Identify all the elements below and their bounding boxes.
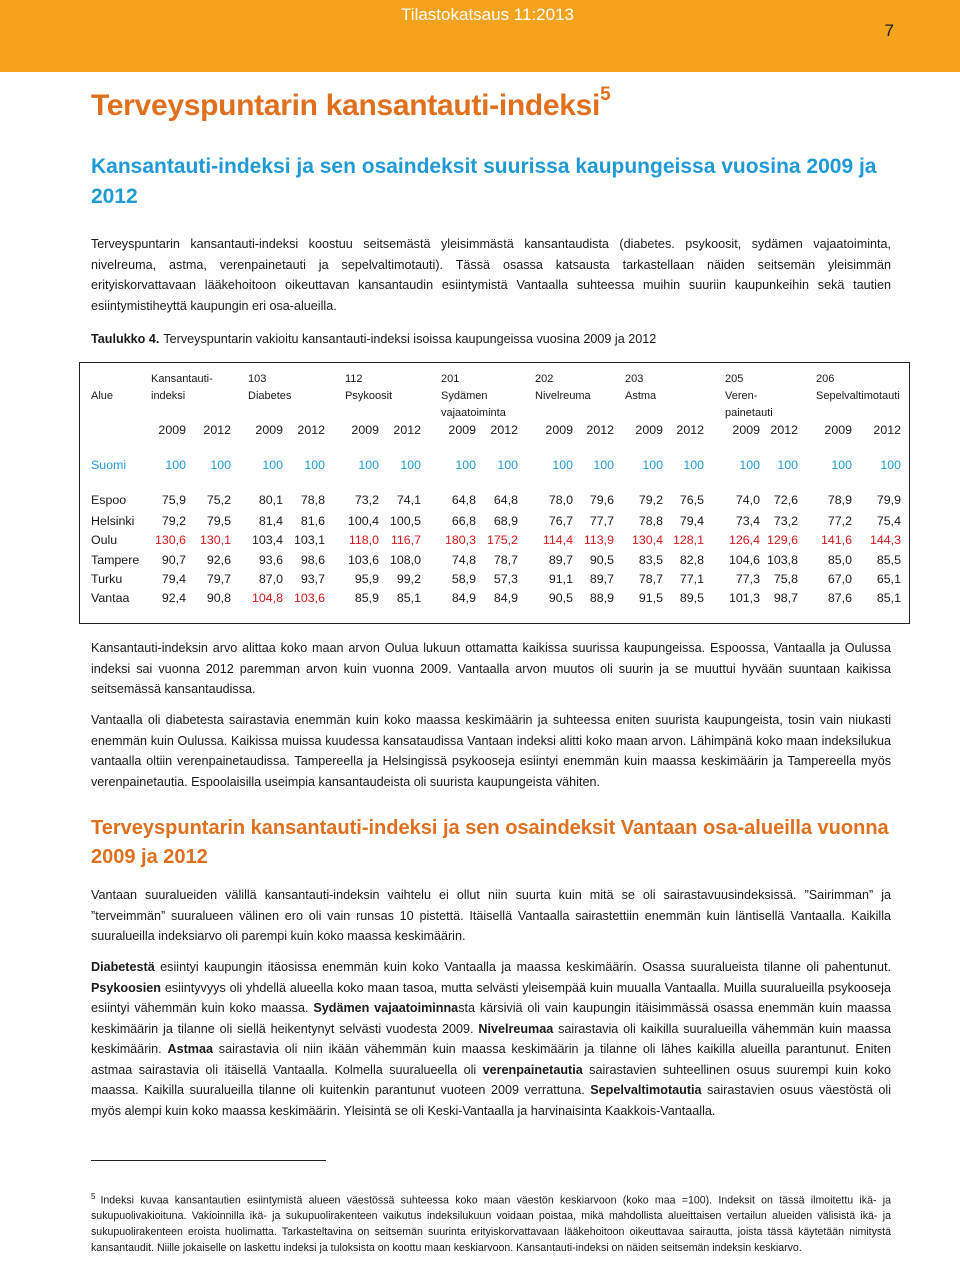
- table-cell-value: 81,6: [300, 514, 325, 528]
- table-header-year-2009: 2009: [158, 423, 186, 437]
- table-cell-value: 100: [593, 458, 614, 472]
- table-cell-value: 85,1: [396, 591, 421, 605]
- table-header-name: Astma: [625, 390, 657, 402]
- table-cell-value: 79,5: [206, 514, 231, 528]
- main-heading-text: Terveyspuntarin kansantauti-indeksi: [91, 89, 601, 122]
- table-header-name: Sepelvaltimotauti: [816, 390, 900, 402]
- table-cell-value: 89,7: [589, 572, 614, 586]
- table-cell-value: 100: [683, 458, 704, 472]
- table-cell-value: 103,1: [293, 533, 325, 547]
- table-cell-value: 126,4: [728, 533, 760, 547]
- table-header-year-2009: 2009: [545, 423, 573, 437]
- table-header-year-2012: 2012: [490, 423, 518, 437]
- table-cell-value: 95,9: [354, 572, 379, 586]
- table-header-year-2012: 2012: [873, 423, 901, 437]
- table-header-year-2012: 2012: [586, 423, 614, 437]
- table-header-code: Kansantauti-: [151, 373, 213, 385]
- table-cell-value: 80,1: [258, 493, 283, 507]
- table-cell-value: 76,5: [679, 493, 704, 507]
- table-cell-value: 90,8: [206, 591, 231, 605]
- table-cell-value: 91,1: [548, 572, 573, 586]
- table-cell-value: 93,6: [258, 553, 283, 567]
- term-hypertension: verenpainetautia: [482, 1062, 583, 1077]
- table-cell-value: 74,0: [735, 493, 760, 507]
- table-cell-value: 68,9: [493, 514, 518, 528]
- table-cell-value: 85,1: [876, 591, 901, 605]
- table-header-year-2009: 2009: [448, 423, 476, 437]
- table-row-label: Tampere: [91, 553, 140, 567]
- table-cell-value: 77,3: [735, 572, 760, 586]
- table-cell-value: 75,9: [161, 493, 186, 507]
- table-cell-value: 108,0: [389, 553, 421, 567]
- footnote-separator: [91, 1160, 326, 1161]
- intro-paragraph: Terveyspuntarin kansantauti-indeksi koostuu seitsemästä yleisimmästä kansantaudista (diabetes. psykoosit, sydämen vajaatoiminta, nivelreuma, astma, verenpainetauti ja sepelvaltimotauti). Tässä osassa katsausta tarkastellaan näiden seitsemän yleisimmän erityiskorvattavaan lääkehoitoon oikeuttavan kansantaudin esiintymistä Vantaalla suhteessa muihin suuriin kaupunkeihin sekä tautien esiintymistiheyttä kaupungin eri osa-alueilla.: [91, 237, 891, 313]
- table-cell-value: 81,4: [258, 514, 283, 528]
- table-cell-value: 87,6: [827, 591, 852, 605]
- paragraph-city-comparison: Kansantauti-indeksin arvo alittaa koko maan arvon Oulua lukuun ottamatta kaikissa suurissa kaupungeissa. Espoossa, Vantaalla ja Oulussa indeksi sai vuonna 2012 paremman arvon kuin vuonna 2009. Vantaalla arvon muutos oli suurin ja se muuttui hyvään suuntaan kaikissa seitsemässä kansantaudissa.: [91, 641, 891, 696]
- table-cell-value: 75,4: [876, 514, 901, 528]
- table-cell-value: 76,7: [548, 514, 573, 528]
- term-diabetes: Diabetestä: [91, 960, 155, 974]
- table-header-year-2009: 2009: [824, 423, 852, 437]
- table-row-label: Oulu: [91, 533, 118, 547]
- text-hypertension: sairastavien suhteellinen osuus suurempi kuin koko maassa. Kaikilla suuralueilla tilanne oli kuitenkin parantunut vuoteen 2009 verrattuna.: [91, 1062, 891, 1097]
- table-cell-value: 104,6: [728, 553, 760, 567]
- table-cell-value: 103,8: [766, 553, 798, 567]
- table-cell-value: 78,9: [827, 493, 852, 507]
- main-heading: [91, 84, 611, 123]
- table-cell-value: 67,0: [827, 572, 852, 586]
- table-header-year-2012: 2012: [770, 423, 798, 437]
- table-cell-value: 78,7: [493, 553, 518, 567]
- table-cell-value: 73,2: [354, 493, 379, 507]
- table-cell-value: 72,6: [773, 493, 798, 507]
- table-caption: [91, 332, 656, 346]
- table-header-name: Diabetes: [248, 390, 292, 402]
- table-row-label: Vantaa: [91, 591, 130, 605]
- table-cell-value: 78,8: [638, 514, 663, 528]
- table-cell-value: 73,4: [735, 514, 760, 528]
- table-cell-value: 84,9: [451, 591, 476, 605]
- table-row-label: Helsinki: [91, 514, 135, 528]
- table-cell-value: 64,8: [493, 493, 518, 507]
- text-diabetes: esiintyi kaupungin itäosissa enemmän kuin koko Vantaalla ja maassa keskimäärin. Osassa suuralueista tilanne oli pahentunut.: [154, 960, 891, 974]
- table-cell-value: 100: [400, 458, 421, 472]
- table-cell-value: 116,7: [390, 533, 421, 547]
- table-cell-value: 100: [642, 458, 663, 472]
- table-header-name: Veren-: [725, 390, 758, 402]
- table-cell-value: 99,2: [396, 572, 421, 586]
- table-header-code: 206: [816, 373, 835, 385]
- header-bar: [0, 0, 960, 72]
- table-cell-value: 91,5: [638, 591, 663, 605]
- table-cell-value: 83,5: [638, 553, 663, 567]
- table-cell-value: 100,5: [389, 514, 421, 528]
- table-header-name-cont: vajaatoiminta: [441, 407, 506, 419]
- table-cell-value: 75,2: [206, 493, 231, 507]
- table-row-label: Turku: [91, 572, 123, 586]
- table-header-name-cont: painetauti: [725, 407, 773, 419]
- table-cell-value: 103,6: [347, 553, 379, 567]
- table-header-year-2012: 2012: [676, 423, 704, 437]
- table-cell-value: 130,4: [631, 533, 663, 547]
- text-coronary-disease: sairastavien osuus väestöstä oli myös alempi kuin koko maassa keskimäärin. Yleisintä se oli Keski-Vantaalla ja harvinaisinta Kaakkois-Vantaalla.: [91, 1083, 891, 1118]
- footnote-number: 5: [91, 1192, 96, 1201]
- table-cell-value: 103,4: [251, 533, 283, 547]
- table-header-year-2009: 2009: [732, 423, 760, 437]
- table-cell-value: 82,8: [679, 553, 704, 567]
- table-header-name: Sydämen: [441, 390, 488, 402]
- table-cell-value: 141,6: [820, 533, 852, 547]
- table-cell-value: 75,8: [773, 572, 798, 586]
- table-cell-value: 100: [262, 458, 283, 472]
- table-cell-value: 87,0: [258, 572, 283, 586]
- table-cell-value: 103,6: [293, 591, 325, 605]
- footnote-text: Indeksi kuvaa kansantautien esiintymistä alueen väestössä suhteessa koko maan väestön keskiarvoon (koko maa =100). Indeksit on tässä ilmoitettu ikä- ja sukupuolivakioituna. Vakioinnilla ikä- ja sukupuolirakenteen vaikutus indeksilukuun voidaan poistaa, mikä mahdollista alueittaisen vertailun alueiden välisistä ikä- ja sukupuolirakenteen eroista huolimatta. Tarkasteltavina on seitsemän suurinta erityiskorvattavaan lääkehoitoon oikeuttavaa sairautta, joista tässä käytetään nimitystä kansantaudit. Niille jokaiselle on laskettu indeksi ja tuloksista on koottu maan keskiarvoon. Kansantauti-indeksi on näiden seitsemän indeksin keskiarvo.: [91, 1194, 891, 1254]
- table-header-name: indeksi: [151, 390, 186, 402]
- text-rheumatoid-arthritis: sairastavia oli kaikilla suuralueilla vähemmän kuin maassa keskimäärin.: [91, 1021, 891, 1056]
- table-header-name: Psykoosit: [345, 390, 393, 402]
- table-cell-value: 89,7: [548, 553, 573, 567]
- table-cell-value: 88,9: [589, 591, 614, 605]
- table-cell-value: 90,5: [548, 591, 573, 605]
- table-caption-label: Taulukko 4.: [91, 332, 160, 346]
- table-cell-value: 79,4: [679, 514, 704, 528]
- table-cell-value: 90,7: [161, 553, 186, 567]
- table-header-code: 205: [725, 373, 744, 385]
- table-cell-value: 66,8: [451, 514, 476, 528]
- term-coronary-disease: Sepelvaltimotautia: [590, 1083, 702, 1097]
- publication-title: Tilastokatsaus 11:2013: [401, 5, 574, 24]
- table-cell-value: 100: [358, 458, 379, 472]
- paragraph-area-variation: Vantaan suuralueiden välillä kansantauti-indeksin vaihtelu ei ollut niin suurta kuin mitä se oli sairastavuusindeksissä. ”Sairimman” ja ”terveimmän” suuralueen välinen ero oli vain runsas 10 pistettä. Itäisellä Vantaalla sairastettiin enemmän kuin läntisellä Vantaalla. Kaikilla suuralueilla indeksiarvo oli parempi kuin koko maassa keskimäärin.: [91, 888, 891, 943]
- table-cell-value: 92,4: [161, 591, 186, 605]
- table-header-code: 103: [248, 373, 267, 385]
- table-cell-value: 79,2: [161, 514, 186, 528]
- table-cell-value: 130,6: [154, 533, 186, 547]
- table-cell-value: 129,6: [766, 533, 798, 547]
- table-header-year-2012: 2012: [393, 423, 421, 437]
- table-cell-value: 98,7: [773, 591, 798, 605]
- table-cell-value: 92,6: [206, 553, 231, 567]
- table-header-area: Alue: [91, 390, 114, 402]
- paragraph-vantaa-diseases: Vantaalla oli diabetesta sairastavia enemmän kuin koko maassa keskimäärin ja suhteessa eniten suurista kaupungeista, tosin vain niukasti enemmän kuin Oulussa. Kaikissa muissa kuudessa kansataudissa Vantaan indeksi alitti koko maan arvon. Lähimpänä koko maan indeksilukua vantaalla oltiin verenpainetaudissa. Tampereella ja Helsingissä psykooseja esiintyi enemmän kuin maassa keskimäärin ja Tampereella myös verenpainetautia. Espoolaisilla useimpia kansantaudeista oli suurista kaupungeista vähiten.: [91, 713, 891, 789]
- table-cell-value: 101,3: [728, 591, 760, 605]
- table-cell-value: 64,8: [451, 493, 476, 507]
- table-header-code: 203: [625, 373, 644, 385]
- table-cell-value: 100: [165, 458, 186, 472]
- table-cell-value: 93,7: [300, 572, 325, 586]
- section-heading-vantaa-areas: Terveyspuntarin kansantauti-indeksi ja sen osaindeksit Vantaan osa-alueilla vuonna 2009 ja 2012: [91, 817, 889, 868]
- table-cell-value: 74,8: [451, 553, 476, 567]
- table-cell-value: 100,4: [347, 514, 379, 528]
- table-cell-value: 79,7: [206, 572, 231, 586]
- table-header-year-2012: 2012: [203, 423, 231, 437]
- table-cell-value: 100: [304, 458, 325, 472]
- text-psychoses: esiintyvyys oli yhdellä alueella koko maan tasoa, mutta selvästi yleisempää kuin muualla Vantaalla. Muilla suuralueilla psykooseja esiintyi vähemmän kuin koko maassa.: [91, 980, 891, 1015]
- table-cell-value: 84,9: [493, 591, 518, 605]
- table-cell-value: 175,2: [486, 533, 518, 547]
- footnote: [91, 1189, 891, 1257]
- table-cell-value: 79,9: [876, 493, 901, 507]
- table-cell-value: 104,8: [251, 591, 283, 605]
- table-caption-text: Terveyspuntarin vakioitu kansantauti-indeksi isoissa kaupungeissa vuosina 2009 ja 2012: [163, 332, 657, 346]
- table-cell-value: 180,3: [444, 533, 476, 547]
- table-cell-value: 144,3: [869, 533, 901, 547]
- table-cell-value: 130,1: [199, 533, 231, 547]
- term-psychoses: Psykoosien: [91, 980, 161, 995]
- table-cell-value: 85,0: [827, 553, 852, 567]
- table-cell-value: 79,4: [161, 572, 186, 586]
- table-cell-value: 79,6: [589, 493, 614, 507]
- table-cell-value: 114,4: [542, 533, 573, 547]
- table-cell-value: 100: [552, 458, 573, 472]
- paragraph-disease-details: [91, 957, 891, 1121]
- table-cell-value: 78,7: [638, 572, 663, 586]
- table-header-code: 112: [345, 373, 363, 385]
- table-cell-value: 79,2: [638, 493, 663, 507]
- table-cell-value: 100: [497, 458, 518, 472]
- table-cell-value: 100: [739, 458, 760, 472]
- table-header-code: 202: [535, 373, 554, 385]
- table-cell-value: 89,5: [679, 591, 704, 605]
- page-number: 7: [884, 21, 894, 40]
- text-heart-failure: sta kärsiviä oli vain kaupungin itäisimmässä osassa enemmän kuin maassa keskimäärin ja tilanne oli siellä heikentynyt selvästi vuodesta 2009.: [91, 1001, 892, 1036]
- table-cell-value: 118,0: [348, 533, 379, 547]
- table-row-label: Suomi: [91, 458, 127, 472]
- table-cell-value: 77,2: [827, 514, 852, 528]
- table-header-year-2009: 2009: [255, 423, 283, 437]
- term-rheumatoid-arthritis: Nivelreumaa: [478, 1021, 554, 1036]
- table-cell-value: 73,2: [773, 514, 798, 528]
- term-asthma: Astmaa: [167, 1042, 213, 1056]
- table-cell-value: 100: [455, 458, 476, 472]
- table-cell-value: 100: [831, 458, 852, 472]
- table-cell-value: 113,9: [583, 533, 614, 547]
- table-cell-value: 77,1: [679, 572, 704, 586]
- footnote-mark: 5: [600, 84, 611, 105]
- term-heart-failure: Sydämen vajaatoiminna: [313, 1001, 459, 1015]
- sub-heading: Kansantauti-indeksi ja sen osaindeksit suurissa kaupungeissa vuosina 2009 ja 2012: [91, 155, 877, 208]
- table-header-year-2009: 2009: [635, 423, 663, 437]
- table-cell-value: 85,9: [354, 591, 379, 605]
- table-cell-value: 78,8: [300, 493, 325, 507]
- table-cell-value: 128,1: [672, 533, 704, 547]
- table-cell-value: 78,0: [548, 493, 573, 507]
- table-cell-value: 90,5: [589, 553, 614, 567]
- table-cell-value: 57,3: [493, 572, 518, 586]
- table-header-code: 201: [441, 373, 460, 385]
- table-header-name: Nivelreuma: [535, 390, 591, 402]
- table-cell-value: 85,5: [876, 553, 901, 567]
- table-cell-value: 100: [777, 458, 798, 472]
- table-cell-value: 77,7: [589, 514, 614, 528]
- table-row-label: Espoo: [91, 493, 127, 507]
- table-cell-value: 65,1: [876, 572, 901, 586]
- table-cell-value: 100: [880, 458, 901, 472]
- disease-index-table: [79, 362, 910, 624]
- table-cell-value: 100: [210, 458, 231, 472]
- table-header-year-2009: 2009: [351, 423, 379, 437]
- table-cell-value: 98,6: [300, 553, 325, 567]
- text-asthma: sairastavia oli niin ikään vähemmän kuin maassa keskimäärin ja tilanne oli lähes kaikilla alueilla parantunut. Eniten astmaa sairastavia oli itäisellä Vantaalla. Kolmella suuralueella oli: [91, 1042, 891, 1077]
- table-cell-value: 74,1: [396, 493, 421, 507]
- table-header-year-2012: 2012: [297, 423, 325, 437]
- table-cell-value: 58,9: [451, 572, 476, 586]
